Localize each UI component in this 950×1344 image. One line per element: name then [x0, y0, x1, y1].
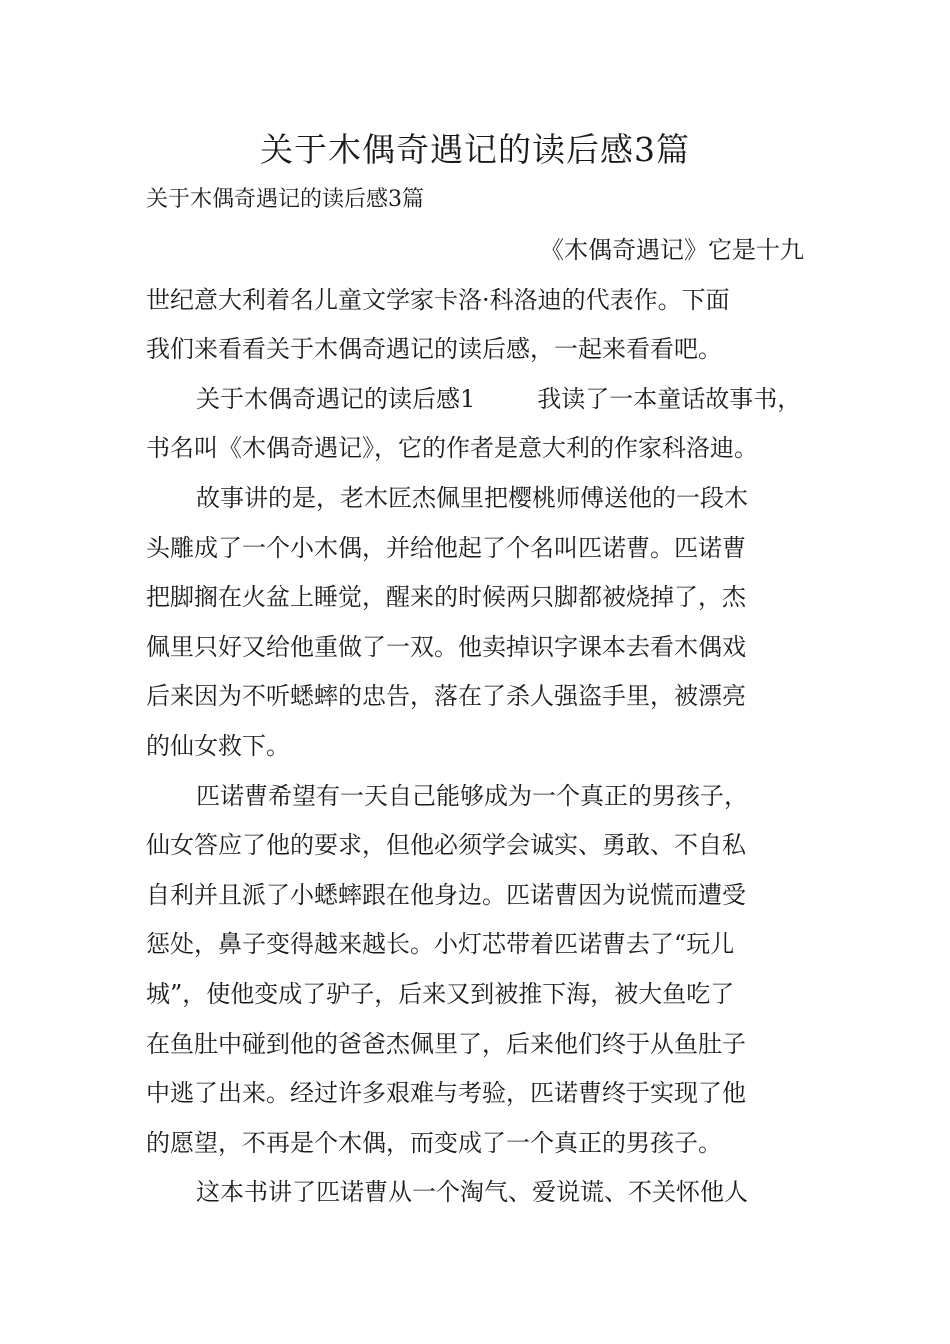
text-line: 城”，使他变成了驴子，后来又到被推下海，被大鱼吃了	[146, 979, 735, 1008]
document-title: 关于木偶奇遇记的读后感3篇	[260, 130, 690, 169]
text-line: 在鱼肚中碰到他的爸爸杰佩里了，后来他们终于从鱼肚子	[146, 1029, 746, 1058]
section-heading: 关于木偶奇遇记的读后感1	[196, 384, 476, 413]
text-line: 把脚搁在火盆上睡觉，醒来的时候两只脚都被烧掉了，杰	[146, 583, 746, 612]
text-line: 这本书讲了匹诺曹从一个淘气、爱说谎、不关怀他人	[196, 1178, 748, 1207]
document-body	[146, 230, 816, 1222]
text-line: 自利并且派了小蟋蟀跟在他身边。匹诺曹因为说慌而遭受	[146, 880, 746, 909]
text-line: 的仙女救下。	[146, 731, 290, 760]
text-line: 我们来看看关于木偶奇遇记的读后感，一起来看看吧。	[146, 335, 722, 364]
text-line: 故事讲的是，老木匠杰佩里把樱桃师傅送他的一段木	[196, 483, 748, 512]
text-line: 中逃了出来。经过许多艰难与考验，匹诺曹终于实现了他	[146, 1079, 746, 1108]
text-line: 世纪意大利着名儿童文学家卡洛·科洛迪的代表作。下面	[146, 285, 730, 314]
text-line: 头雕成了一个小木偶，并给他起了个名叫匹诺曹。匹诺曹	[146, 533, 746, 562]
text-line: 《木偶奇遇记》它是十九	[540, 236, 804, 264]
text-line: 匹诺曹希望有一天自己能够成为一个真正的男孩子，	[196, 781, 748, 810]
text-line: 仙女答应了他的要求，但他必须学会诚实、勇敢、不自私	[146, 831, 746, 860]
text-line: 惩处，鼻子变得越来越长。小灯芯带着匹诺曹去了“玩儿	[146, 930, 735, 959]
section-heading-line	[146, 379, 816, 429]
text-line-segment: 我读了一本童话故事书，	[537, 384, 802, 413]
document-subtitle: 关于木偶奇遇记的读后感3篇	[146, 187, 424, 212]
text-line: 的愿望，不再是个木偶，而变成了一个真正的男孩子。	[146, 1128, 722, 1157]
text-line: 书名叫《木偶奇遇记》，它的作者是意大利的作家科洛迪。	[146, 434, 758, 463]
text-line: 后来因为不听蟋蟀的忠告，落在了杀人强盗手里，被漂亮	[146, 682, 746, 711]
text-line: 佩里只好又给他重做了一双。他卖掉识字课本去看木偶戏	[146, 632, 746, 661]
